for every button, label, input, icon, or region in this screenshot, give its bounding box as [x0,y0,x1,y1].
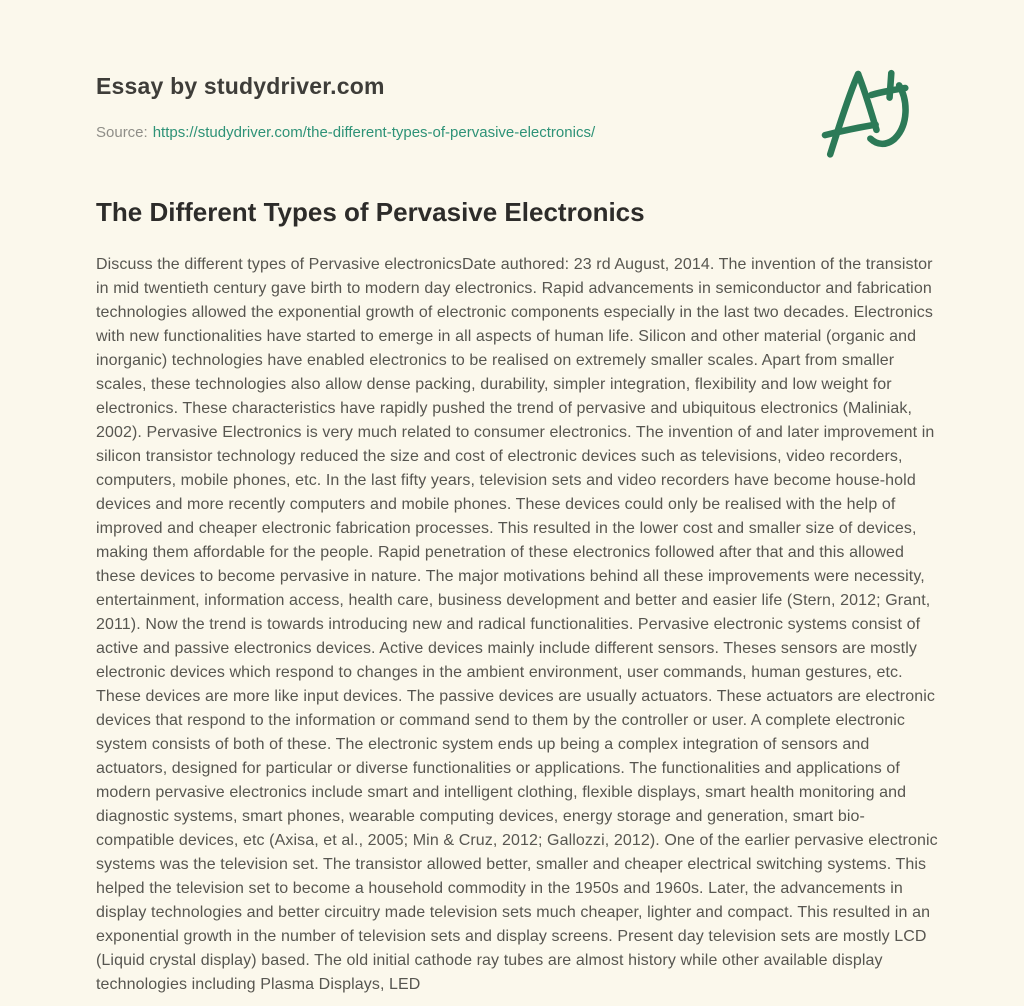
body-text-line: system consists of both of these. The electronic system ends up being a complex integration of sensors and [96,736,870,753]
site-header-title: Essay by studydriver.com [96,73,385,99]
source-url-link[interactable]: https://studydriver.com/the-different-types-of-pervasive-electronics/ [152,124,596,141]
body-text-line: electronic devices which respond to changes in the ambient environment, user commands, human gestures, etc. [96,664,903,681]
body-text-line: improved and cheaper electronic fabrication processes. This resulted in the lower cost and smaller size of devices, [96,520,917,537]
article-body [96,253,936,997]
body-text-line: with new functionalities have started to emerge in all aspects of human life. Silicon and other material (organic and [96,328,917,345]
body-text-line: helped the television set to become a household commodity in the 1950s and 1960s. Later, the advancements in [96,880,903,897]
body-text-line: scales, these technologies also allow dense packing, durability, simpler integration, flexibility and low weight for [96,376,892,393]
body-text-line: making them affordable for the people. Rapid penetration of these electronics followed after that and this allowed [96,544,905,561]
body-text-line: modern pervasive electronics include smart and intelligent clothing, flexible displays, smart health monitoring and [96,784,907,801]
body-text-line: devices and more recently computers and mobile phones. These devices could only be realised with the help of [96,496,896,513]
body-text-line: inorganic) technologies have enabled electronics to be realised on extremely smaller scales. Apart from smaller [96,352,895,369]
source-label: Source: [96,124,148,141]
body-text-line: actuators, designed for particular or diverse functionalities or applications. The functionalities and applications of [96,760,900,777]
body-text-line: silicon transistor technology reduced the size and cost of electronic devices such as televisions, video recorders, [96,448,903,465]
body-text-line: systems was the television set. The transistor allowed better, smaller and cheaper electrical switching systems. This [96,856,927,873]
body-text-line: display technologies and better circuitry made television sets much cheaper, lighter and compact. This resulted in an [96,904,931,921]
source-line [96,123,595,142]
body-text-line: technologies allowed the exponential growth of electronic components especially in the last two decades. Electronics [96,304,933,321]
body-text-line: These devices are more like input devices. The passive devices are usually actuators. These actuators are electronic [96,688,935,705]
body-text-line: computers, mobile phones, etc. In the last fifty years, television sets and video recorders have become house-hold [96,472,916,489]
body-text-line: 2002). Pervasive Electronics is very much related to consumer electronics. The invention of and later improvement in [96,424,935,441]
article-title: The Different Types of Pervasive Electronics [96,197,645,227]
body-text-line: these devices to become pervasive in nature. The major motivations behind all these improvements were necessity, [96,568,925,585]
body-text-line: in mid twentieth century gave birth to modern day electronics. Rapid advancements in semiconductor and fabrication [96,280,932,297]
body-text-line: (Liquid crystal display) based. The old initial cathode ray tubes are almost history while other available display [96,952,883,969]
body-text-line: entertainment, information access, health care, business development and better and easier life (Stern, 2012; Grant, [96,592,931,609]
a-plus-logo-icon [818,58,914,166]
body-text-line: diagnostic systems, smart phones, wearable computing devices, energy storage and generation, smart bio- [96,808,865,825]
body-text-line: electronics. These characteristics have rapidly pushed the trend of pervasive and ubiquitous electronics (Maliniak, [96,400,913,417]
body-text-line: devices that respond to the information or command send to them by the controller or user. A complete electronic [96,712,905,729]
body-text-line: exponential growth in the number of television sets and display screens. Present day television sets are mostly LCD [96,928,927,945]
body-text-line: 2011). Now the trend is towards introducing new and radical functionalities. Pervasive electronic systems consist of [96,616,921,633]
body-text-line: technologies including Plasma Displays, LED [96,976,421,993]
body-text-line: active and passive electronics devices. Active devices mainly include different sensors. Theses sensors are mostly [96,640,917,657]
body-text-line: compatible devices, etc (Axisa, et al., 2005; Min & Cruz, 2012; Gallozzi, 2012). One of the earlier pervasive electronic [96,832,938,849]
body-text-line: Discuss the different types of Pervasive electronicsDate authored: 23 rd August, 2014. The invention of the transistor [96,256,933,273]
